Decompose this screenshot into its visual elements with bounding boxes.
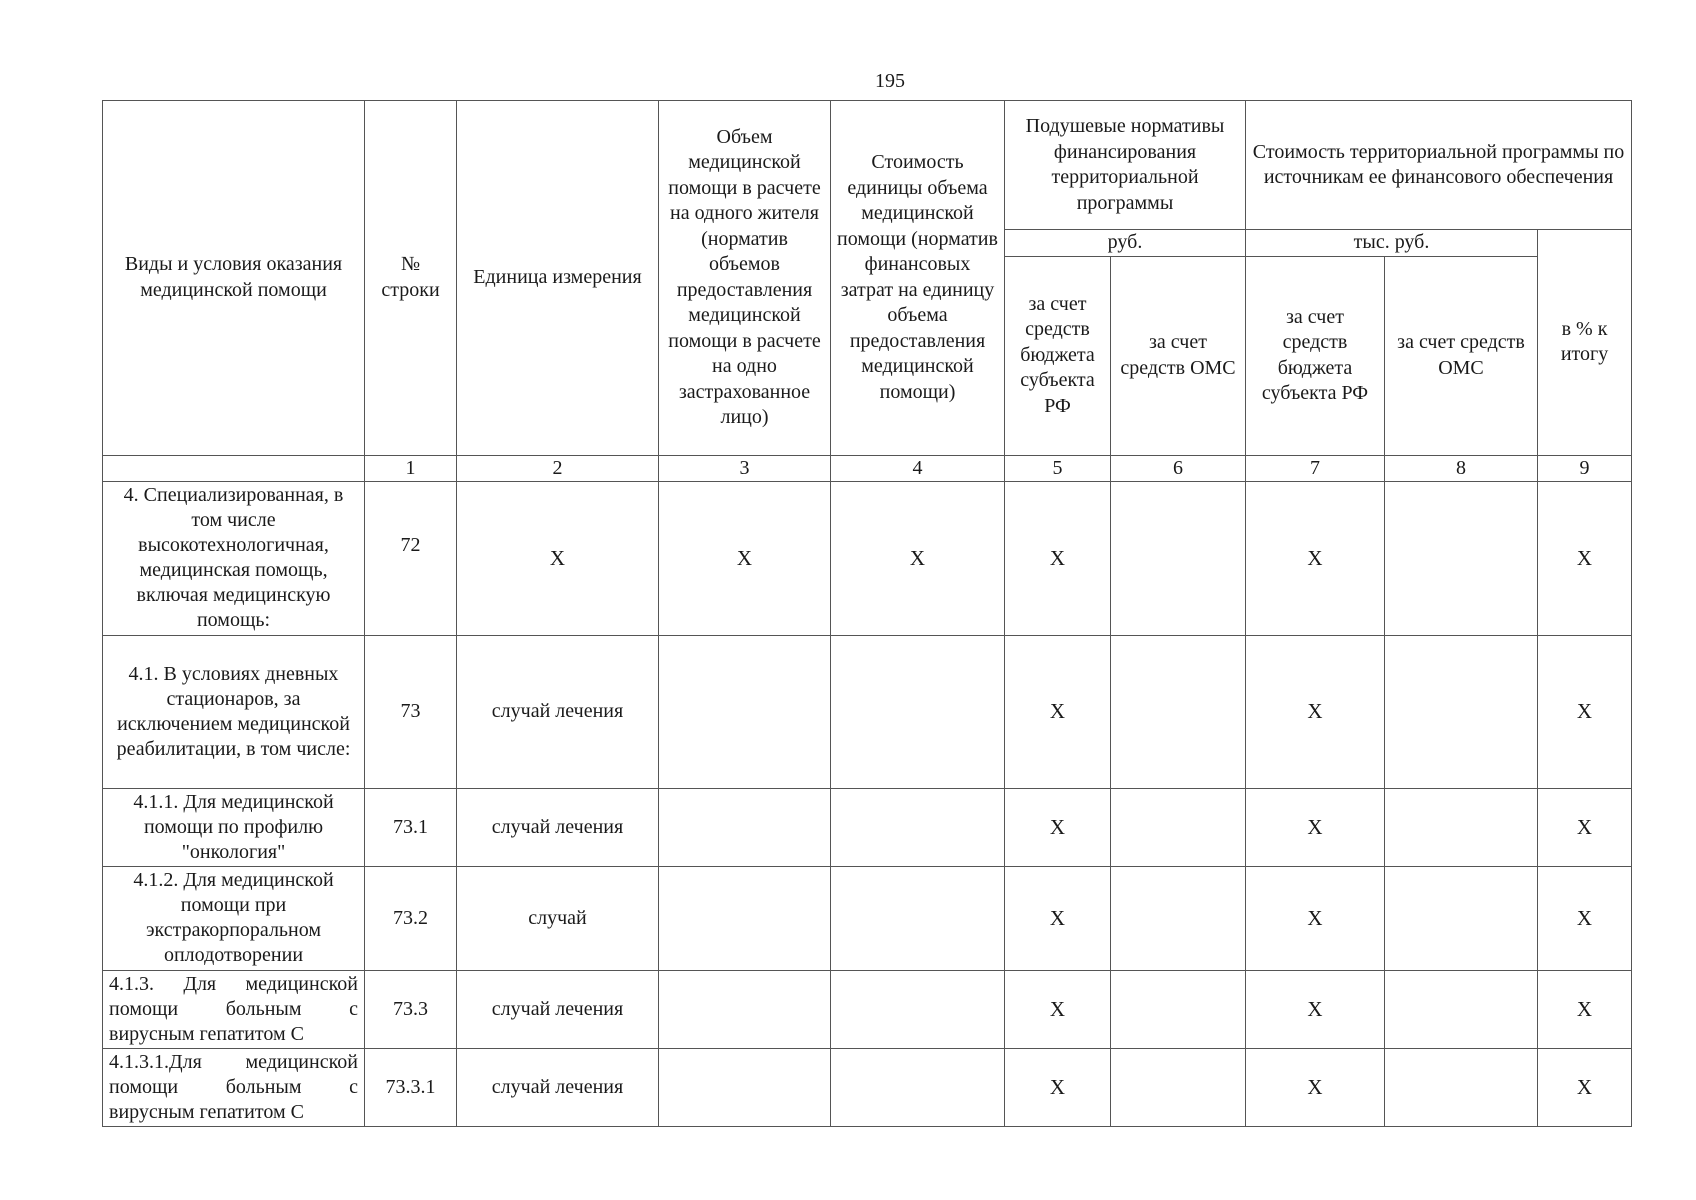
cell-col3 bbox=[659, 1048, 831, 1126]
column-number: 3 bbox=[659, 455, 831, 481]
row-number: 73.2 bbox=[365, 866, 457, 970]
cell-col8 bbox=[1385, 970, 1538, 1048]
cell-col3 bbox=[659, 788, 831, 866]
row-number: 73.3 bbox=[365, 970, 457, 1048]
header-cost-group: Стоимость территориальной программы по источникам ее финансового обеспечения bbox=[1246, 101, 1632, 230]
cell-unit: X bbox=[457, 481, 659, 635]
header-budget: за счет средств бюджета субъекта РФ bbox=[1005, 256, 1111, 455]
header-row-no: № строки bbox=[365, 101, 457, 456]
row-number: 73 bbox=[365, 635, 457, 788]
cell-col9: X bbox=[1538, 866, 1632, 970]
cell-col3 bbox=[659, 970, 831, 1048]
cell-col3 bbox=[659, 866, 831, 970]
column-number: 7 bbox=[1246, 455, 1385, 481]
cell-col9: X bbox=[1538, 1048, 1632, 1126]
header-type: Виды и условия оказания медицинской помощи bbox=[103, 101, 365, 456]
row-name: 4.1.3.1.Для медицинской помощи больным с вирусным гепатитом С bbox=[103, 1048, 365, 1126]
cell-col7: X bbox=[1246, 970, 1385, 1048]
table-row bbox=[103, 970, 1632, 1048]
header-oms: за счет средств ОМС bbox=[1111, 256, 1246, 455]
cell-col5: X bbox=[1005, 1048, 1111, 1126]
table-row bbox=[103, 1048, 1632, 1126]
cell-col6 bbox=[1111, 481, 1246, 635]
row-name: 4.1.3. Для медицинской помощи больным с вирусным гепатитом С bbox=[103, 970, 365, 1048]
cell-unit: случай лечения bbox=[457, 635, 659, 788]
column-number: 6 bbox=[1111, 455, 1246, 481]
cell-col3 bbox=[659, 635, 831, 788]
cell-col9: X bbox=[1538, 635, 1632, 788]
column-number: 4 bbox=[831, 455, 1005, 481]
row-number: 73.3.1 bbox=[365, 1048, 457, 1126]
cell-col5: X bbox=[1005, 970, 1111, 1048]
header-unit: Единица измерения bbox=[457, 101, 659, 456]
cell-col4 bbox=[831, 866, 1005, 970]
cell-col7: X bbox=[1246, 788, 1385, 866]
row-name: 4.1.2. Для медицинской помощи при экстракорпоральном оплодотворении bbox=[103, 866, 365, 970]
column-number: 9 bbox=[1538, 455, 1632, 481]
cell-col4 bbox=[831, 1048, 1005, 1126]
cell-col3: X bbox=[659, 481, 831, 635]
table-row bbox=[103, 788, 1632, 866]
column-number: 1 bbox=[365, 455, 457, 481]
row-number: 72 bbox=[365, 481, 457, 635]
cell-col9: X bbox=[1538, 970, 1632, 1048]
header-unit-thousand-rub: тыс. руб. bbox=[1246, 230, 1538, 257]
cell-unit: случай лечения bbox=[457, 1048, 659, 1126]
column-number bbox=[103, 455, 365, 481]
header-unit-rub: руб. bbox=[1005, 230, 1246, 257]
cell-col6 bbox=[1111, 788, 1246, 866]
cell-col9: X bbox=[1538, 788, 1632, 866]
page-number: 195 bbox=[875, 70, 905, 92]
cell-unit: случай лечения bbox=[457, 970, 659, 1048]
cell-col8 bbox=[1385, 481, 1538, 635]
column-number: 5 bbox=[1005, 455, 1111, 481]
header-percent: в % к итогу bbox=[1538, 230, 1632, 456]
row-name: 4. Специализированная, в том числе высокотехнологичная, медицинская помощь, включая медицинскую помощь: bbox=[103, 481, 365, 635]
cell-col8 bbox=[1385, 635, 1538, 788]
cell-col5: X bbox=[1005, 635, 1111, 788]
cell-col7: X bbox=[1246, 1048, 1385, 1126]
cell-col4 bbox=[831, 970, 1005, 1048]
row-name: 4.1.1. Для медицинской помощи по профилю "онкология" bbox=[103, 788, 365, 866]
cell-col4 bbox=[831, 635, 1005, 788]
header-per-capita-group: Подушевые нормативы финансирования территориальной программы bbox=[1005, 101, 1246, 230]
cell-col5: X bbox=[1005, 788, 1111, 866]
cell-col7: X bbox=[1246, 866, 1385, 970]
row-name: 4.1. В условиях дневных стационаров, за исключением медицинской реабилитации, в том числе: bbox=[103, 635, 365, 788]
cell-unit: случай лечения bbox=[457, 788, 659, 866]
cell-col7: X bbox=[1246, 481, 1385, 635]
table-row bbox=[103, 866, 1632, 970]
column-number-row bbox=[103, 455, 1632, 481]
header-volume: Объем медицинской помощи в расчете на одного жителя (норматив объемов предоставления медицинской помощи в расчете на одно застрахованное лицо) bbox=[659, 101, 831, 456]
header-oms-cost: за счет средств ОМС bbox=[1385, 256, 1538, 455]
cell-col5: X bbox=[1005, 866, 1111, 970]
financing-table bbox=[102, 100, 1632, 1127]
cell-col6 bbox=[1111, 1048, 1246, 1126]
cell-col6 bbox=[1111, 635, 1246, 788]
header-budget-cost: за счет средств бюджета субъекта РФ bbox=[1246, 256, 1385, 455]
row-number: 73.1 bbox=[365, 788, 457, 866]
cell-col6 bbox=[1111, 866, 1246, 970]
cell-col6 bbox=[1111, 970, 1246, 1048]
column-number: 2 bbox=[457, 455, 659, 481]
cell-unit: случай bbox=[457, 866, 659, 970]
cell-col4 bbox=[831, 788, 1005, 866]
cell-col8 bbox=[1385, 788, 1538, 866]
cell-col5: X bbox=[1005, 481, 1111, 635]
cell-col8 bbox=[1385, 866, 1538, 970]
table-row bbox=[103, 635, 1632, 788]
cell-col9: X bbox=[1538, 481, 1632, 635]
header-unit-cost: Стоимость единицы объема медицинской помощи (норматив финансовых затрат на единицу объема предоставления медицинской помощи) bbox=[831, 101, 1005, 456]
cell-col8 bbox=[1385, 1048, 1538, 1126]
column-number: 8 bbox=[1385, 455, 1538, 481]
cell-col4: X bbox=[831, 481, 1005, 635]
table-row bbox=[103, 481, 1632, 635]
cell-col7: X bbox=[1246, 635, 1385, 788]
